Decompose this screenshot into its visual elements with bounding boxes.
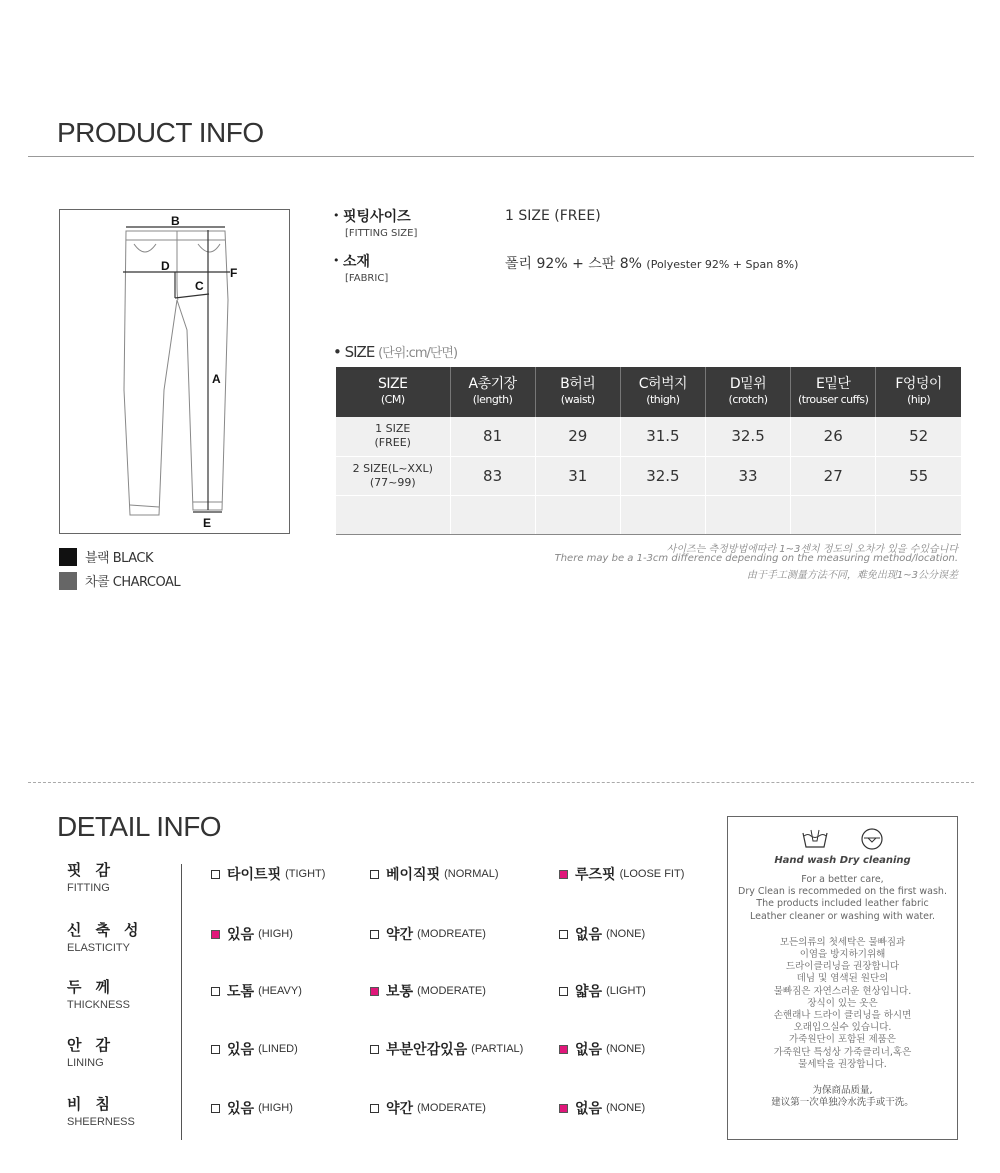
header-cell: C허벅지 (thigh) bbox=[620, 367, 705, 417]
detail-label-english: ELASTICITY bbox=[67, 942, 130, 954]
option-label-english: (HIGH) bbox=[258, 928, 293, 940]
diagram-label-c: C bbox=[195, 279, 204, 293]
unchecked-box-icon bbox=[370, 1045, 379, 1054]
detail-option bbox=[211, 924, 293, 944]
detail-option bbox=[370, 1098, 486, 1118]
checked-box-icon bbox=[559, 1104, 568, 1113]
unchecked-box-icon bbox=[559, 987, 568, 996]
option-label-english: (LINED) bbox=[258, 1043, 298, 1055]
table-cell: 81 bbox=[450, 417, 535, 456]
care-line: 장식이 있는 옷은 bbox=[807, 997, 878, 1009]
color-label: 블랙 BLACK bbox=[85, 551, 153, 566]
detail-label-korean: 비침 bbox=[67, 1095, 124, 1113]
header-cell: D밑위 (crotch) bbox=[705, 367, 790, 417]
option-label: 있음 bbox=[227, 927, 255, 943]
detail-label-korean: 신축성 bbox=[67, 921, 153, 939]
table-cell: 26 bbox=[791, 417, 876, 456]
unchecked-box-icon bbox=[559, 930, 568, 939]
care-icons bbox=[728, 827, 957, 851]
table-row bbox=[336, 417, 961, 456]
option-label-english: (NORMAL) bbox=[444, 868, 499, 880]
care-line: Dry Clean is recommeded on the first wash. bbox=[738, 886, 947, 898]
diagram-label-a: A bbox=[212, 372, 221, 386]
option-label-english: (PARTIAL) bbox=[471, 1043, 524, 1055]
header-cell: F엉덩이 (hip) bbox=[876, 367, 961, 417]
fitting-size-sub: [FITTING SIZE] bbox=[345, 228, 418, 239]
option-label: 루즈핏 bbox=[575, 867, 616, 883]
table-cell bbox=[876, 495, 961, 534]
unchecked-box-icon bbox=[211, 987, 220, 996]
detail-label bbox=[67, 1034, 124, 1069]
care-line: 가죽원단 특성상 가죽클리너,혹은 bbox=[773, 1046, 912, 1058]
option-label-english: (NONE) bbox=[606, 928, 646, 940]
detail-label-korean: 안감 bbox=[67, 1036, 124, 1054]
fabric-value-english: (Polyester 92% + Span 8%) bbox=[646, 258, 799, 271]
size-table bbox=[336, 367, 961, 535]
detail-option bbox=[370, 981, 486, 1001]
row-label: 2 SIZE(L~XXL) (77~99) bbox=[336, 456, 450, 495]
detail-label bbox=[67, 976, 130, 1011]
table-cell bbox=[705, 495, 790, 534]
care-line: 为保商品质量, bbox=[812, 1085, 873, 1097]
size-table-header bbox=[336, 367, 961, 417]
checked-box-icon bbox=[211, 930, 220, 939]
size-heading-unit: (단위:cm/단면) bbox=[378, 346, 458, 361]
care-line: 이염을 방지하기위해 bbox=[799, 949, 886, 961]
pants-diagram bbox=[59, 209, 290, 534]
table-cell: 55 bbox=[876, 456, 961, 495]
detail-label-english: THICKNESS bbox=[67, 999, 130, 1011]
detail-option bbox=[370, 1039, 523, 1059]
care-line: 데님 및 염색된 원단의 bbox=[796, 973, 889, 985]
care-line: 물빠짐은 자연스러운 현상입니다. bbox=[773, 985, 912, 997]
option-label: 없음 bbox=[575, 1042, 603, 1058]
diagram-label-b: B bbox=[171, 214, 180, 228]
care-line: 오래입으실수 있습니다. bbox=[793, 1022, 892, 1034]
size-note-english: There may be a 1-3cm difference depending on the measuring method/location. bbox=[554, 553, 958, 564]
care-line: For a better care, bbox=[801, 874, 884, 885]
detail-option bbox=[211, 864, 325, 884]
unchecked-box-icon bbox=[211, 870, 220, 879]
vertical-divider bbox=[181, 864, 182, 1140]
size-heading-main: • SIZE bbox=[333, 343, 375, 361]
detail-label-english: FITTING bbox=[67, 882, 110, 894]
care-line: 물세탁을 권장합니다. bbox=[798, 1058, 887, 1070]
fitting-size-key: • 핏팅사이즈 bbox=[333, 206, 417, 226]
detail-option bbox=[370, 864, 499, 884]
option-label-english: (LIGHT) bbox=[606, 985, 646, 997]
divider bbox=[28, 156, 974, 157]
size-note-korean: 사이즈는 측정방법에따라 1~3센치 정도의 오차가 있을 수있습니다 bbox=[666, 544, 958, 555]
checked-box-icon bbox=[559, 1045, 568, 1054]
care-caption: Hand wash Dry cleaning bbox=[774, 855, 911, 866]
fabric-sub: [FABRIC] bbox=[345, 273, 389, 284]
table-cell bbox=[535, 495, 620, 534]
option-label-english: (HEAVY) bbox=[258, 985, 302, 997]
detail-option bbox=[559, 924, 645, 944]
table-cell: 83 bbox=[450, 456, 535, 495]
table-cell: 31 bbox=[535, 456, 620, 495]
fabric-value bbox=[505, 253, 798, 273]
care-instructions bbox=[727, 816, 958, 1140]
care-line: 모든의류의 첫세탁은 물빠짐과 bbox=[779, 936, 906, 948]
unchecked-box-icon bbox=[370, 870, 379, 879]
detail-option bbox=[211, 1098, 293, 1118]
option-label: 도톰 bbox=[227, 984, 255, 1000]
diagram-label-d: D bbox=[161, 259, 170, 273]
fabric-key: • 소재 bbox=[333, 251, 388, 271]
unchecked-box-icon bbox=[370, 1104, 379, 1113]
care-line: 建议第一次单独冷水洗手或干洗。 bbox=[771, 1097, 914, 1109]
detail-label-korean: 핏감 bbox=[67, 861, 124, 879]
table-cell: 33 bbox=[705, 456, 790, 495]
option-label: 없음 bbox=[575, 1101, 603, 1117]
dry-clean-icon bbox=[859, 827, 885, 851]
table-cell bbox=[336, 495, 450, 534]
option-label: 베이직핏 bbox=[386, 867, 441, 883]
header-cell: E밑단 (trouser cuffs) bbox=[791, 367, 876, 417]
table-cell: 32.5 bbox=[705, 417, 790, 456]
detail-label bbox=[67, 859, 124, 894]
product-info-title: PRODUCT INFO bbox=[57, 117, 264, 148]
header-cell: SIZE (CM) bbox=[336, 367, 450, 417]
care-line: Leather cleaner or washing with water. bbox=[749, 910, 936, 922]
option-label: 없음 bbox=[575, 927, 603, 943]
option-label-english: (HIGH) bbox=[258, 1102, 293, 1114]
fabric-value-main: 폴리 92% + 스판 8% bbox=[505, 256, 642, 272]
table-row-empty bbox=[336, 495, 961, 534]
diagram-label-e: E bbox=[203, 516, 212, 530]
detail-label-english: LINING bbox=[67, 1057, 104, 1069]
size-heading bbox=[333, 342, 457, 361]
detail-label-korean: 두께 bbox=[67, 978, 124, 996]
care-korean-text bbox=[728, 937, 957, 1071]
fabric-row bbox=[333, 251, 388, 284]
detail-option bbox=[370, 924, 486, 944]
checked-box-icon bbox=[559, 870, 568, 879]
table-cell: 29 bbox=[535, 417, 620, 456]
detail-option bbox=[211, 981, 302, 1001]
pants-illustration bbox=[60, 210, 291, 535]
care-chinese-text bbox=[728, 1085, 957, 1109]
color-option-black bbox=[59, 547, 153, 566]
dashed-divider bbox=[28, 782, 974, 783]
option-label-english: (LOOSE FIT) bbox=[619, 868, 685, 880]
option-label: 타이트핏 bbox=[227, 867, 282, 883]
option-label-english: (MODERATE) bbox=[417, 1102, 486, 1114]
detail-info-title: DETAIL INFO bbox=[57, 811, 222, 842]
care-line: 드라이클리닝을 권장합니다 bbox=[785, 961, 900, 973]
color-swatch bbox=[59, 572, 77, 590]
option-label-english: (NONE) bbox=[606, 1102, 646, 1114]
detail-option bbox=[559, 981, 646, 1001]
unchecked-box-icon bbox=[370, 930, 379, 939]
option-label-english: (MODERATE) bbox=[417, 985, 486, 997]
header-cell: B허리 (waist) bbox=[535, 367, 620, 417]
table-cell: 31.5 bbox=[620, 417, 705, 456]
option-label-english: (NONE) bbox=[606, 1043, 646, 1055]
detail-label-english: SHEERNESS bbox=[67, 1116, 135, 1128]
detail-option bbox=[211, 1039, 298, 1059]
table-cell bbox=[791, 495, 876, 534]
option-label: 부분안감있음 bbox=[386, 1042, 468, 1058]
header-cell: A총기장 (length) bbox=[450, 367, 535, 417]
size-note-chinese: 由于手工测量方法不同，难免出现1~3公分误差 bbox=[746, 570, 958, 581]
option-label: 약간 bbox=[386, 1101, 414, 1117]
color-label: 차콜 CHARCOAL bbox=[85, 575, 181, 590]
detail-option bbox=[559, 864, 684, 884]
option-label-english: (TIGHT) bbox=[285, 868, 326, 880]
unchecked-box-icon bbox=[211, 1104, 220, 1113]
option-label: 있음 bbox=[227, 1101, 255, 1117]
option-label: 약간 bbox=[386, 927, 414, 943]
diagram-label-f: F bbox=[230, 266, 238, 280]
detail-label bbox=[67, 1093, 135, 1128]
care-line: The products included leather fabric bbox=[756, 898, 929, 910]
row-label: 1 SIZE (FREE) bbox=[336, 417, 450, 456]
detail-label bbox=[67, 919, 152, 954]
care-line: 가죽원단이 포함된 제품은 bbox=[789, 1034, 896, 1046]
table-cell bbox=[450, 495, 535, 534]
option-label: 있음 bbox=[227, 1042, 255, 1058]
unchecked-box-icon bbox=[211, 1045, 220, 1054]
table-cell: 52 bbox=[876, 417, 961, 456]
checked-box-icon bbox=[370, 987, 379, 996]
detail-option bbox=[559, 1098, 645, 1118]
table-cell: 32.5 bbox=[620, 456, 705, 495]
care-line: 손핸래나 드라이 클리닝을 하시면 bbox=[773, 1010, 912, 1022]
table-cell: 27 bbox=[791, 456, 876, 495]
option-label: 보통 bbox=[386, 984, 414, 1000]
detail-option bbox=[559, 1039, 645, 1059]
table-row bbox=[336, 456, 961, 495]
fitting-size-row bbox=[333, 206, 417, 239]
option-label-english: (MODREATE) bbox=[417, 928, 486, 940]
fitting-size-value: 1 SIZE (FREE) bbox=[505, 208, 601, 224]
color-swatch bbox=[59, 548, 77, 566]
hand-wash-icon bbox=[801, 827, 829, 851]
option-label: 얇음 bbox=[575, 984, 603, 1000]
color-option-charcoal bbox=[59, 571, 180, 590]
care-english-text bbox=[728, 874, 957, 923]
table-cell bbox=[620, 495, 705, 534]
